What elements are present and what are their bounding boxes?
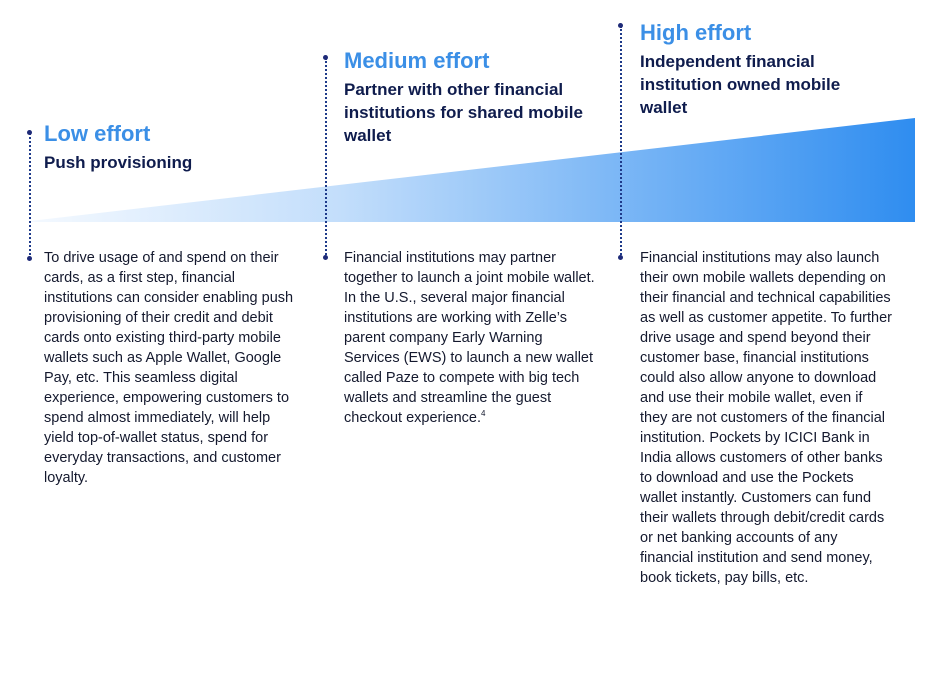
high-effort-description: Financial institutions may also launch their own mobile wallets depending on their financial and technical capabilities as well as customer appetite. To further drive usage and spend beyond their customer base, financial institutions could also allow anyone to download and use their mobile wallet, even if they are not customers of the financial institution. Pockets by ICICI Bank in India allows customers of other banks to download and use the Pockets wallet instantly. Customers can fund their wallets through debit/credit cards or net banking accounts of any financial institution and send money, book tickets, pay bills, etc. (640, 250, 892, 586)
low-effort-title: Low effort (44, 121, 151, 146)
low-effort-marker-dot-bottom (27, 256, 32, 261)
low-effort-marker-dot-top (27, 130, 32, 135)
medium-effort-title: Medium effort (344, 48, 490, 73)
low-effort-marker-line (29, 133, 31, 259)
high-effort-marker-dot-top (618, 23, 623, 28)
medium-effort-subtitle: Partner with other financial institutions for shared mobile wallet (344, 80, 583, 145)
medium-effort-description (344, 248, 602, 428)
high-effort-subtitle: Independent financial institution owned mobile wallet (640, 52, 841, 117)
high-effort-marker-line (620, 26, 622, 258)
medium-effort-description-text: Financial institutions may partner together to launch a joint mobile wallet. In the U.S., several major financial institutions are working with Zelle’s parent company Early Warning Services (EWS) to launch a new wallet called Paze to compete with big tech wallets and streamline the guest checkout experience. (344, 250, 595, 426)
medium-effort-marker-dot-top (323, 55, 328, 60)
high-effort-title: High effort (640, 20, 752, 45)
low-effort-heading (44, 121, 304, 174)
high-effort-marker-dot-bottom (618, 255, 623, 260)
footnote-marker: 4 (481, 409, 486, 419)
low-effort-subtitle: Push provisioning (44, 153, 193, 172)
medium-effort-marker-dot-bottom (323, 255, 328, 260)
low-effort-description: To drive usage of and spend on their cards, as a first step, financial institutions can consider enabling push provisioning of their credit and debit cards onto existing third-party mobile wallets such as Apple Wallet, Google Pay, etc. This seamless digital experience, empowering customers to spend almost immediately, will help yield top-of-wallet status, spend for everyday transactions, and customer loyalty. (44, 250, 294, 486)
medium-effort-heading (344, 48, 594, 147)
medium-effort-marker-line (325, 58, 327, 258)
high-effort-heading (640, 20, 860, 119)
